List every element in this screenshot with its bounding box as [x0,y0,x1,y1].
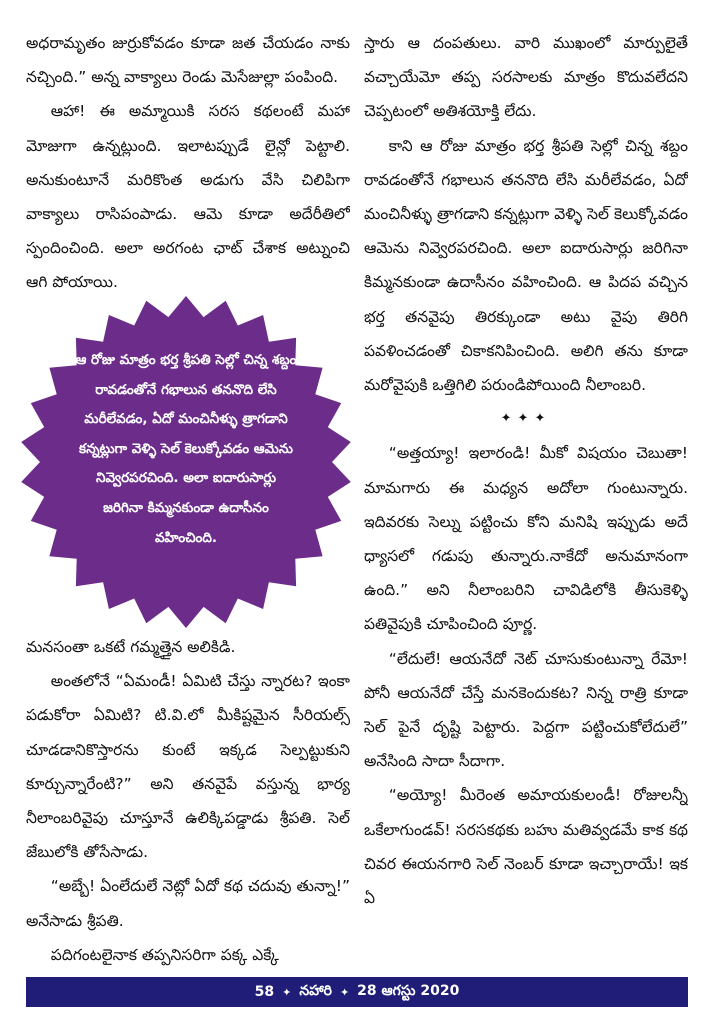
paragraph: కాని ఆ రోజు మాత్రం భర్త శ్రీపతి సెల్లో చిన్న శబ్దం రావడంతోనే గభాలున తననొది లేసి మరీలేవడం, ఏదో మంచినీళ్ళు త్రాగడాని కన్నట్లుగా వెళ్ళి సెల్ కెలుక్కోవడం ఆమెను నివ్వెరపరచింది. అలా ఐదారుసార్లు జరిగినా కిమ్మనకుండా ఉదాసీనం వహించింది. ఆ పిదప వచ్చిన భర్త తనవైపు తిరక్కుండా అటు వైపు తిరిగి పవళించడంతో చికాకనిపించింది. అలిగి తను కూడా మరోవైపుకి ఒత్తిగిలి పరుండిపోయింది నీలాంబరి. [364,136,688,395]
left-column [26,26,350,298]
left-column-top-text [26,26,350,298]
paragraph: “అత్తయ్యా! ఇలారండి! మీకో విషయం చెబుతా! మామగారు ఈ మధ్యన అదోలా గుంటున్నారు. ఇదివరకు సెల్ను పట్టించు కోని మనిషి ఇప్పుడు అదే ధ్యాసలో గడుపు తున్నారు.నాకేదో అనుమానంగా ఉంది.” అని నీలాంబరిని చావిడిలోకి తీసుకెళ్ళి పతివైపుకి చూపించింది పూర్ణ. [364,444,688,634]
paragraph: “అబ్బే! ఏంలేదులే నెట్లో ఏదో కథ చదువు తున్నా!” అనేసాడు శ్రీపతి. [26,877,350,930]
right-column [364,26,688,979]
paragraph: “లేదులే! ఆయనేదో నెట్ చూసుకుంటున్నా రేమో! పోనీ ఆయనేదో చేస్తే మనకెందుకట? నిన్న రాత్రి కూడా సెల్ పైనే దృష్టి పెట్టారు. పెద్దగా పట్టించుకోలేదులే” అనేసింది సాదా సీదాగా. [364,649,688,771]
section-separator: ✦✦✦ [500,411,552,427]
pull-quote-badge [16,294,356,630]
paragraph: స్తారు ఆ దంపతులు. వారి ముఖంలో మార్పులైతే వచ్చాయేమో తప్ప సరసాలకు మాత్రం కొదువలేదని చెప్పటంలో అతిశయోక్తి లేదు. [364,34,688,121]
page-footer [26,977,688,1007]
issue-date: 28 ఆగస్టు 2020 [357,982,460,999]
paragraph: ఆహా! ఈ అమ్మాయికి సరస కథలంటే మహా మోజుగా ఉన్నట్లుంది. ఇలాటప్పుడే లైన్లో పెట్టాలి. అనుకుంటూనే మరికొంత అడుగు వేసి చిలిపిగా వాక్యాలు రాసిపంపాడు. ఆమె కూడా అదేరీతిలో స్పందించింది. అలా అరగంట ఛాట్ చేశాక అట్నుంచి ఆగి పోయాయి. [26,102,350,292]
star-icon: ✦ [282,985,292,999]
paragraph: అధరామృతం జుర్రుకోవడం కూడా జత చేయడం నాకు నచ్చింది.” అన్న వాక్యాలు రెండు మెసేజుల్లా పంపింది. [26,34,350,87]
star-icon: ✦ [339,985,350,999]
paragraph: అంతలోనే “ఏమండీ! ఏమిటి చేస్తు న్నారట? ఇంకా పడుకోరా ఏమిటి? టి.వి.లో మీకిష్టమైన సీరియల్స్ చూడడానికొస్తారను కుంటే ఇక్కడ సెల్పట్టుకుని కూర్చున్నారేంటి?” అని తనవైపే వస్తున్న భార్య నీలాంబరివైపు చూస్తూనే ఉలిక్కిపడ్డాడు శ్రీపతి. సెల్ జేబులోకి తోసేసాడు. [26,672,350,862]
pull-quote-text: ఆ రోజు మాత్రం భర్త శ్రీపతి సెల్లో చిన్న శబ్దం రావడంతోనే గభాలున తననొది లేసి మరీలేవడం, ఏదో మంచినీళ్ళు త్రాగడాని కన్నట్లుగా వెళ్ళి సెల్ కెలుక్కోవడం ఆమెను నివ్వెరపరచింది. అలా ఐదారుసార్లు జరిగినా కిమ్మనకుండా ఉదాసీనం వహించింది. [75,352,297,546]
page-number: 58 [254,984,275,1000]
left-column-bottom-text [26,630,350,980]
paragraph: మనసంతా ఒకటే గమ్మత్తైన అలికిడి. [26,638,236,656]
paragraph: పదిగంటలైనాక తప్పనిసరిగా పక్క ఎక్కే [50,945,279,964]
magazine-name: నహారి [299,982,332,999]
paragraph: “అయ్యో! మీరెంత అమాయకులండీ! రోజులన్నీ ఒకేలాగుండవ్! సరసకథకు బహు మతివ్వడమే కాక కథ చివర ఈయనగారి సెల్ నెంబర్ కూడా ఇచ్చారాయే! ఇక ఏ [364,786,688,908]
